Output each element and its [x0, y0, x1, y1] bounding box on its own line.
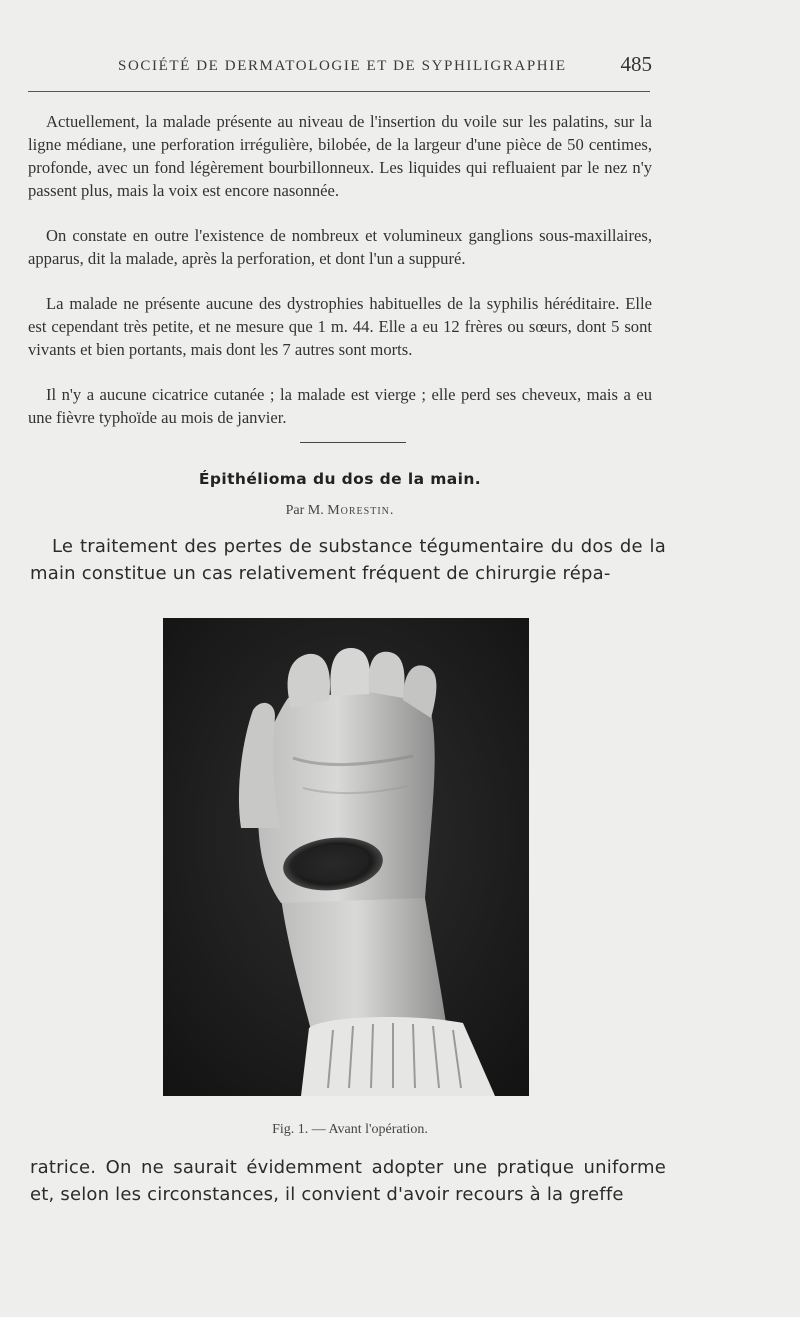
- paragraph-text: Il n'y a aucune cicatrice cutanée ; la malade est vierge ; elle perd ses cheveux, mais a eu une fièvre typhoïde au mois de janvier.: [28, 385, 652, 427]
- paragraph-cicatrice: [28, 383, 652, 429]
- continuation-text: ratrice. On ne saurait évidemment adopter une pratique uniforme et, selon les circonstances, il convient d'avoir recours à la greffe: [30, 1157, 666, 1205]
- byline: [0, 503, 680, 519]
- article-intro: [30, 533, 666, 587]
- article-continuation: [30, 1154, 666, 1208]
- paragraph-text: On constate en outre l'existence de nombreux et volumineux ganglions sous-maxillaires, apparus, dit la malade, après la perforation, et dont l'un a suppuré.: [28, 226, 652, 268]
- byline-author: Morestin.: [327, 503, 395, 518]
- running-header: [28, 52, 652, 82]
- byline-prefix: Par M.: [285, 503, 324, 518]
- section-divider: [300, 442, 406, 443]
- intro-text: Le traitement des pertes de substance tégumentaire du dos de la main constitue un cas relativement fréquent de chirurgie répa-: [30, 536, 666, 584]
- article-title: Épithélioma du dos de la main.: [198, 470, 482, 488]
- paragraph-text: Actuellement, la malade présente au niveau de l'insertion du voile sur les palatins, sur la ligne médiane, une perforation irrégulière, bilobée, de la largeur d'une pièce de 50 centimes, profonde, avec un fond légèrement bourbillonneux. Les liquides qui refluaient par le nez n'y passent plus, mais la voix est encore nasonnée.: [28, 112, 652, 200]
- paragraph-text: La malade ne présente aucune des dystrophies habituelles de la syphilis héréditaire. Elle est cependant très petite, et ne mesure que 1 m. 44. Elle a eu 12 frères ou sœurs, dont 5 sont vivants et bien portants, mais dont les 7 autres sont morts.: [28, 294, 652, 359]
- figure-hand-photo: [163, 618, 529, 1096]
- page-number: 485: [620, 52, 652, 76]
- header-rule: [28, 91, 650, 92]
- paragraph-perforation: [28, 110, 652, 202]
- paragraph-dystrophies: [28, 292, 652, 361]
- figure-caption: Fig. 1. — Avant l'opération.: [272, 1122, 428, 1137]
- hand-illustration: [163, 618, 529, 1096]
- running-title: SOCIÉTÉ DE DERMATOLOGIE ET DE SYPHILIGRAPHIE: [118, 58, 567, 74]
- paragraph-ganglions: [28, 224, 652, 270]
